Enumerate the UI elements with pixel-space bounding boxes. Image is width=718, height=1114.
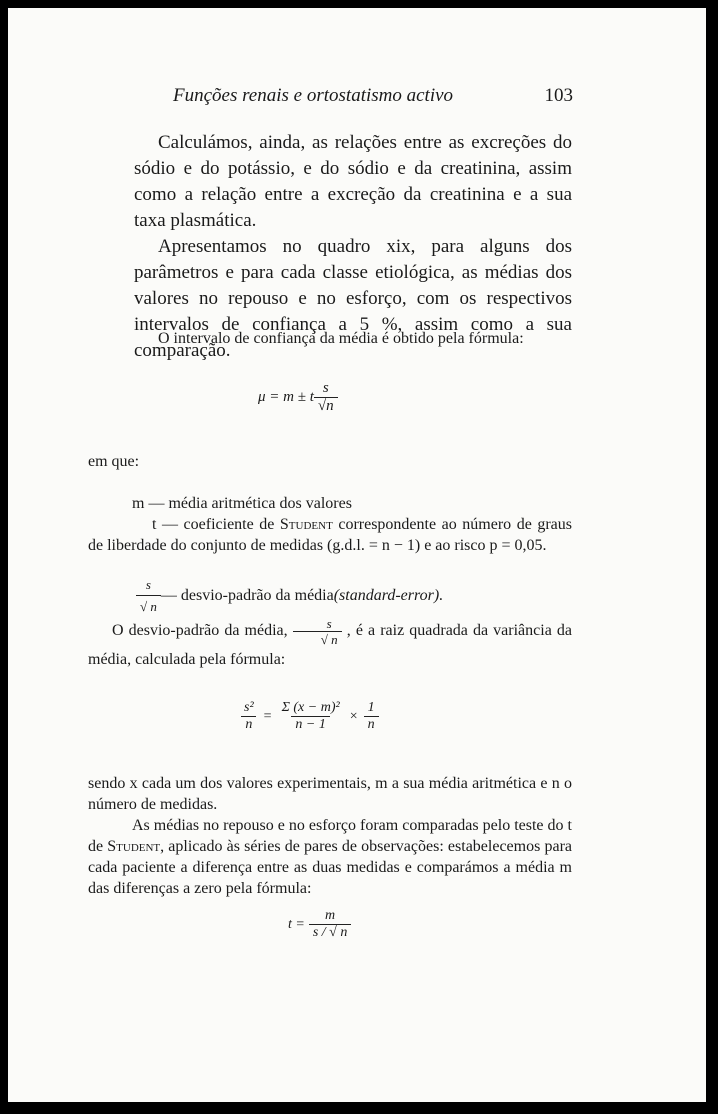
formula2-frac-c: $\frac{1}{n}$ <box>364 700 379 733</box>
se-fraction <box>136 574 161 617</box>
formula2-eq: = <box>263 708 272 724</box>
formula-t-test <box>288 908 351 941</box>
definition-standard-error <box>136 574 443 617</box>
formula-intro: O intervalo de confiança da média é obtido pela fórmula: <box>158 330 524 347</box>
paragraph-2: Apresentamos no quadro xix, para alguns dos parâmetros e para cada classe etiológica, as médias dos valores no repouso e no esforço, com os respectivos intervalos de confiança a 5 %, assim como a sua comparação. <box>134 236 572 361</box>
sd-fraction: $\frac{s}{√ n}$ <box>293 616 342 647</box>
student-name: Student <box>279 516 333 533</box>
formula2-frac-a: $\frac{\text{s²}}{n}$ <box>240 700 258 733</box>
formula3-fraction: $\frac{m}{s / √ n}$ <box>309 908 352 941</box>
paragraph-sd <box>88 616 572 672</box>
formula1-den-var: n <box>326 398 334 414</box>
definitions <box>88 493 572 556</box>
formula-confidence <box>258 380 338 415</box>
formula2-frac-b: $\frac{\text{Σ (x − m)²}}{n - 1}$ <box>281 700 340 732</box>
se-italic: (standard-error). <box>333 587 444 604</box>
running-title: Funções renais e ortostatismo activo <box>173 85 454 106</box>
body-text-bottom <box>134 328 572 349</box>
formula1-num: s <box>322 380 329 396</box>
student-name-2: Student <box>107 838 161 855</box>
running-header <box>173 84 573 108</box>
paragraph-1: Calculámos, ainda, as relações entre as excreções do sódio e do potássio, e do sódio e da creatinina, assim como a relação entre a excreção da creatinina e a sua taxa plasmática. <box>134 132 572 231</box>
formula-variance <box>240 700 379 733</box>
definition-m: m — média aritmética dos valores <box>132 495 352 512</box>
se-den: √ n <box>136 595 161 617</box>
sd-text: O desvio-padrão da média, $\frac{s}{√ n}$ , é a raiz quadrada da variância da média, calculada pela fórmula: <box>88 616 572 668</box>
formula1-lhs: μ = m ± t <box>258 389 314 405</box>
formula2-times: × <box>349 708 358 724</box>
em-que: em que: <box>88 453 140 470</box>
formula3-lhs: t = <box>288 916 305 932</box>
se-num: s <box>145 577 151 592</box>
paragraph-student: As médias no repouso e no esforço foram comparadas pelo teste do t de Student, aplicado às séries de pares de observações: estabelecemos para cada paciente a diferença entre as duas medidas e comparámos a média m das diferenças a zero pela fórmula: <box>88 817 572 897</box>
paragraph-x: sendo x cada um dos valores experimentais, m a sua média aritmética e n o número de medidas. <box>88 775 572 813</box>
formula1-den <box>314 397 338 415</box>
page-number: 103 <box>544 85 573 106</box>
definition-t: t — coeficiente de Student correspondente ao número de graus de liberdade do conjunto de medidas (g.d.l. = n − 1) e ao risco p = 0,05. <box>88 516 572 554</box>
formula1-root: √ <box>317 398 327 414</box>
page <box>8 8 706 1102</box>
body-text-end <box>88 773 572 899</box>
formula1-fraction <box>314 380 338 415</box>
se-text: — desvio-padrão da média <box>160 587 334 604</box>
